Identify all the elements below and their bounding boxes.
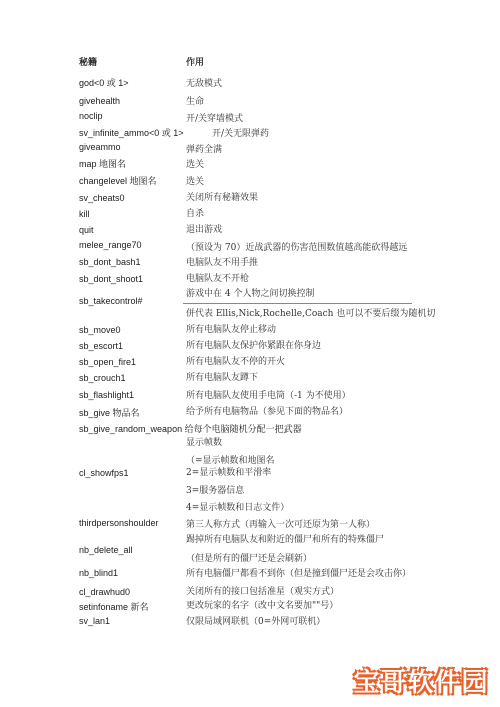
cheat-effect: （=显示帧数和地图名 bbox=[186, 456, 275, 466]
cheat-command: givehealth bbox=[79, 96, 121, 106]
cheat-effect: 所有电脑队友不停的开火 bbox=[186, 357, 286, 367]
cheat-effect: 4=显示帧数和日志文件） bbox=[186, 503, 290, 513]
cheat-effect: 所有电脑队友蹲下 bbox=[186, 373, 259, 383]
table-row bbox=[0, 322, 500, 338]
cheat-command: thirdpersonshoulder bbox=[79, 518, 159, 528]
table-row bbox=[0, 206, 500, 222]
cheat-command: god<0 或 1> bbox=[79, 78, 129, 88]
cheat-effect: 所有电脑队友使用手电筒（-1 为不使用） bbox=[186, 391, 351, 401]
cheat-effect: 无敌模式 bbox=[186, 79, 223, 89]
table-row bbox=[0, 240, 500, 256]
cheat-effect: 仅限局域网联机（0=外网可联机） bbox=[186, 617, 326, 627]
table-row bbox=[0, 94, 500, 110]
cheat-command: cl_showfps1 bbox=[79, 468, 129, 478]
table-row bbox=[0, 500, 500, 516]
table-row bbox=[0, 517, 500, 533]
cheat-effect: 所有电脑僵尸都看不到你（但是撞到僵尸还是会攻击你） bbox=[186, 569, 412, 579]
table-row bbox=[0, 614, 500, 630]
cheat-effect: 给予所有电脑物品（参见下面的物品名） bbox=[186, 407, 349, 417]
table-row bbox=[0, 404, 500, 420]
cheat-command: sb_give 物品名 bbox=[79, 408, 140, 418]
cheat-command: sb_give_random_weapon 给每个电脑随机分配一把武器 bbox=[79, 424, 302, 434]
cheat-effect: 退出游戏 bbox=[186, 225, 223, 235]
table-row bbox=[0, 551, 500, 567]
cheat-effect: 显示帧数 bbox=[186, 438, 223, 448]
table-row bbox=[0, 598, 500, 614]
cheat-command: sb_move0 bbox=[79, 325, 121, 335]
cheat-effect: 开/关无限弹药 bbox=[212, 129, 270, 139]
table-row bbox=[0, 483, 500, 499]
cheat-effect: 所有电脑队友停止移动 bbox=[186, 325, 277, 335]
cheat-effect: 关闭所有秘籍效果 bbox=[186, 193, 259, 203]
table-row bbox=[0, 255, 500, 271]
table-row bbox=[0, 126, 500, 142]
cheat-command: sb_open_fire1 bbox=[79, 357, 137, 367]
cheat-command: sb_dont_shoot1 bbox=[79, 274, 144, 284]
cheat-effect: 选关 bbox=[186, 177, 205, 187]
cheat-effect: 游戏中在 4 个人物之间切换控制 bbox=[186, 289, 315, 299]
effect-column-header: 作用 bbox=[186, 58, 205, 68]
cheat-command: sb_escort1 bbox=[79, 341, 124, 351]
cheat-effect: 踢掉所有电脑队友和附近的僵尸和所有的特殊僵尸 bbox=[186, 535, 385, 545]
cheat-command: sb_flashlight1 bbox=[79, 390, 135, 400]
cheat-effect: 第三人称方式（再输入一次可还原为第一人称） bbox=[186, 520, 376, 530]
cheat-command: noclip bbox=[79, 111, 103, 121]
cheat-effect: 更改玩家的名字（改中文名要加""号） bbox=[186, 601, 339, 611]
cheat-effect: 自杀 bbox=[186, 209, 205, 219]
cheat-command: map 地图名 bbox=[79, 159, 127, 169]
table-row bbox=[0, 271, 500, 287]
cheat-command: nb_blind1 bbox=[79, 568, 119, 578]
divider bbox=[183, 303, 412, 304]
cheat-effect: 电脑队友不用手推 bbox=[186, 258, 259, 268]
table-row bbox=[0, 388, 500, 404]
table-row bbox=[0, 76, 500, 92]
cheat-effect: 关闭所有的接口包括准星（观实方式） bbox=[186, 587, 340, 597]
table-row bbox=[0, 465, 500, 481]
cheat-command: nb_delete_all bbox=[79, 545, 133, 555]
cheat-command: sb_takecontrol# bbox=[79, 296, 143, 306]
cheat-effect: （但是所有的僵尸还是会刷新） bbox=[186, 554, 313, 564]
table-row bbox=[0, 142, 500, 158]
cheat-effect: 开/关穿墙模式 bbox=[186, 114, 244, 124]
table-row bbox=[0, 222, 500, 238]
table-row bbox=[0, 157, 500, 173]
table-row bbox=[0, 174, 500, 190]
table-row bbox=[0, 190, 500, 206]
table-row bbox=[0, 370, 500, 386]
cheat-command: sv_cheats0 bbox=[79, 193, 125, 203]
cheat-command: sv_infinite_ammo<0 或 1> bbox=[79, 128, 184, 138]
table-row bbox=[0, 306, 500, 322]
command-column-header: 秘籍 bbox=[79, 57, 98, 67]
cheat-command: setinfoname 新名 bbox=[79, 602, 149, 612]
cheat-command: kill bbox=[79, 209, 90, 219]
table-row bbox=[0, 338, 500, 354]
table-row bbox=[0, 566, 500, 582]
cheat-command: melee_range70 bbox=[79, 240, 142, 250]
cheat-command: sb_dont_bash1 bbox=[79, 257, 141, 267]
cheat-command: changelevel 地图名 bbox=[79, 176, 157, 186]
cheat-command: sv_lan1 bbox=[79, 616, 111, 626]
cheat-effect: 2=显示帧数和平滑率 bbox=[186, 468, 272, 478]
table-row bbox=[0, 354, 500, 370]
cheat-effect: 3=服务器信息 bbox=[186, 486, 245, 496]
cheat-effect: 併代表 Ellis,Nick,Rochelle,Coach 也可以不要后缀为随机切 bbox=[186, 309, 436, 319]
cheat-effect: 所有电脑队友保护你紧跟在你身边 bbox=[186, 341, 322, 351]
table-row bbox=[0, 435, 500, 451]
cheat-effect: （预设为 70）近战武器的伤害范围数值越高能砍得越远 bbox=[186, 243, 408, 253]
cheat-command: giveammo bbox=[79, 142, 121, 152]
cheat-command: quit bbox=[79, 225, 94, 235]
cheat-effect: 电脑队友不开枪 bbox=[186, 274, 250, 284]
cheat-effect: 生命 bbox=[186, 97, 205, 107]
site-watermark: 宝哥软件园 bbox=[353, 667, 489, 698]
cheat-effect: 选关 bbox=[186, 160, 205, 170]
cheat-command: cl_drawhud0 bbox=[79, 587, 131, 597]
cheat-command: sb_crouch1 bbox=[79, 373, 126, 383]
cheat-effect: 弹药全满 bbox=[186, 145, 223, 155]
table-row bbox=[0, 111, 500, 127]
